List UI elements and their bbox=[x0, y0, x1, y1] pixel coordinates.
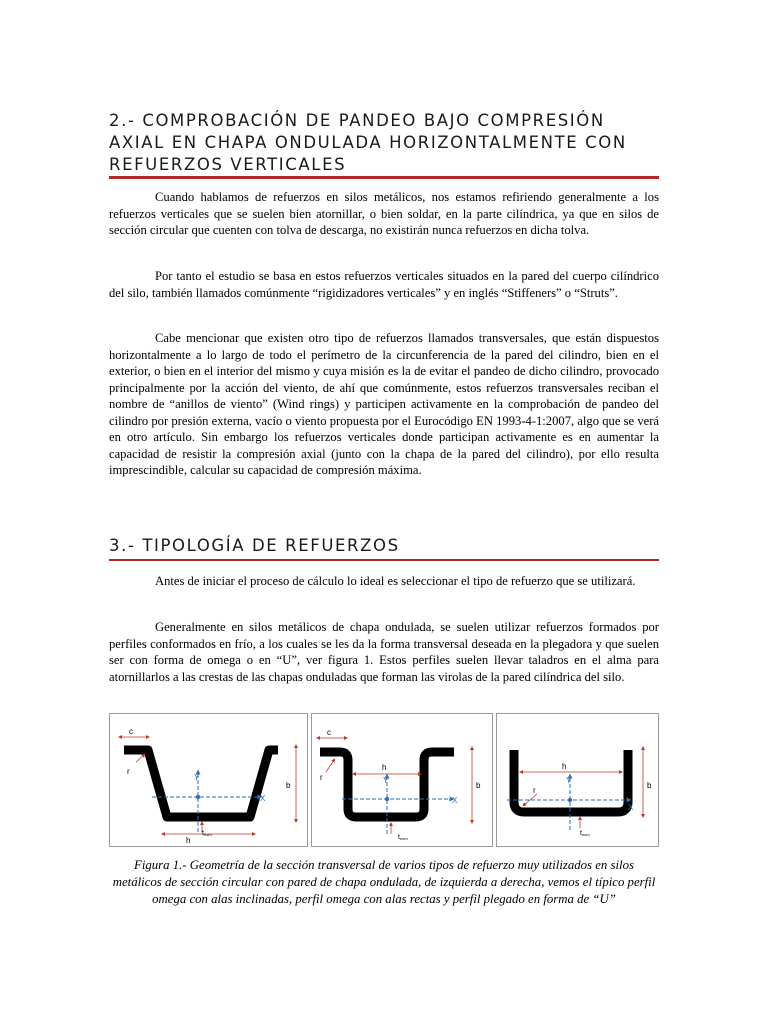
fig2-t-sub: nom bbox=[399, 836, 408, 841]
section-3-paragraph-1: Antes de iniciar el proceso de cálculo lo ideal es seleccionar el tipo de refuerzo que se utilizará. bbox=[155, 574, 636, 588]
section-3-rule bbox=[109, 559, 659, 561]
fig1-h-label: h bbox=[186, 836, 191, 845]
fig3-h-label: h bbox=[562, 762, 567, 771]
fig3-b-label: b bbox=[647, 781, 652, 790]
figure-omega-straight bbox=[311, 713, 493, 847]
omega-inclined-profile bbox=[124, 750, 278, 817]
fig1-c-label: c bbox=[129, 727, 133, 736]
fig1-t-label: t bbox=[202, 830, 204, 837]
fig1-t-sub: nom bbox=[203, 832, 212, 837]
section-2-paragraph-1: Cuando hablamos de refuerzos en silos metálicos, nos estamos refiriendo generalmente a los refuerzos verticales que se suelen bien atornillar, o bien soldar, en la parte cilíndrica, ya que en silos de sección circular que cuenten con tolva de descarga, no existirán nunca refuerzos en dicha tolva. bbox=[109, 190, 659, 237]
section-2-rule bbox=[109, 176, 659, 179]
fig2-r-label: r bbox=[320, 773, 323, 782]
figure-u-profile bbox=[496, 713, 659, 847]
fig2-t-label: t bbox=[398, 834, 400, 841]
fig3-x-label: X bbox=[628, 803, 634, 812]
fig2-h-label: h bbox=[382, 763, 387, 772]
fig3-y-label: Y bbox=[566, 776, 572, 785]
fig3-t-label: t bbox=[580, 830, 582, 837]
svg-text:tnom bbox=[398, 834, 408, 841]
fig2-b-label: b bbox=[476, 781, 481, 790]
section-2-heading: 2.- COMPROBACIÓN DE PANDEO BAJO COMPRESIÓN AXIAL EN CHAPA ONDULADA HORIZONTALMENTE CON REFUERZOS VERTICALES bbox=[109, 111, 627, 174]
fig1-b-label: b bbox=[286, 781, 291, 790]
fig2-c-label: c bbox=[327, 728, 331, 737]
fig3-r-label: r bbox=[533, 786, 536, 795]
fig1-r-label: r bbox=[127, 767, 130, 776]
section-2-paragraph-3: Cabe mencionar que existen otro tipo de refuerzos llamados transversales, que están dispuestos horizontalmente a lo largo de todo el perímetro de la circunferencia de la pared del cilindro, bien en el exterior, o bien en el interior del mismo y cuya misión es la de evitar el pandeo de dicho cilindro, provocado principalmente por la acción del viento, de ahí que comúnmente, estos refuerzos transversales reciban el nombre de “anillos de viento” (Wind rings) y participen activamente en la comprobación de pandeo del cilindro por presión externa, vacío o viento propuesta por el Eurocódigo EN 1993-4-1:2007, algo que se verá en otro artículo. Sin embargo los refuerzos verticales donde participan activamente es en aumentar la capacidad de resistir la compresión axial (junto con la chapa de la pared del cilindro), por ello resulta imprescindible, calcular su capacidad de compresión máxima. bbox=[109, 331, 659, 477]
fig2-y-label: Y bbox=[383, 776, 389, 785]
fig1-y-label: Y bbox=[194, 773, 200, 782]
svg-text:tnom bbox=[202, 830, 212, 837]
section-2-paragraph-2: Por tanto el estudio se basa en estos refuerzos verticales situados en la pared del cuerpo cilíndrico del silo, también llamados comúnmente “rigidizadores verticales” y en inglés “Stiffeners” o “Struts”. bbox=[109, 269, 659, 300]
section-3-heading: 3.- TIPOLOGÍA DE REFUERZOS bbox=[109, 536, 400, 555]
svg-text:tnom bbox=[580, 830, 590, 837]
section-3-paragraph-2: Generalmente en silos metálicos de chapa ondulada, se suelen utilizar refuerzos formados por perfiles conformados en frío, a los cuales se les da la forma transversal deseada en la plegadora y que suelen ser con forma de omega o en “U”, ver figura 1. Estos perfiles suelen llevar taladros en el alma para atornillarlos a las crestas de las chapas onduladas que forman las virolas de la pared cilíndrica del silo. bbox=[109, 620, 659, 684]
figure-omega-inclined bbox=[109, 713, 308, 847]
fig2-x-label: X bbox=[452, 796, 458, 805]
figure-1-caption: Figura 1.- Geometría de la sección transversal de varios tipos de refuerzo muy utilizados en silos metálicos de sección circular con pared de chapa ondulada, de izquierda a derecha, vemos el típico perfil omega con alas inclinadas, perfil omega con alas rectas y perfil plegado en forma de “U” bbox=[112, 858, 656, 906]
fig3-t-sub: nom bbox=[581, 832, 590, 837]
fig1-x-label: X bbox=[260, 794, 266, 803]
